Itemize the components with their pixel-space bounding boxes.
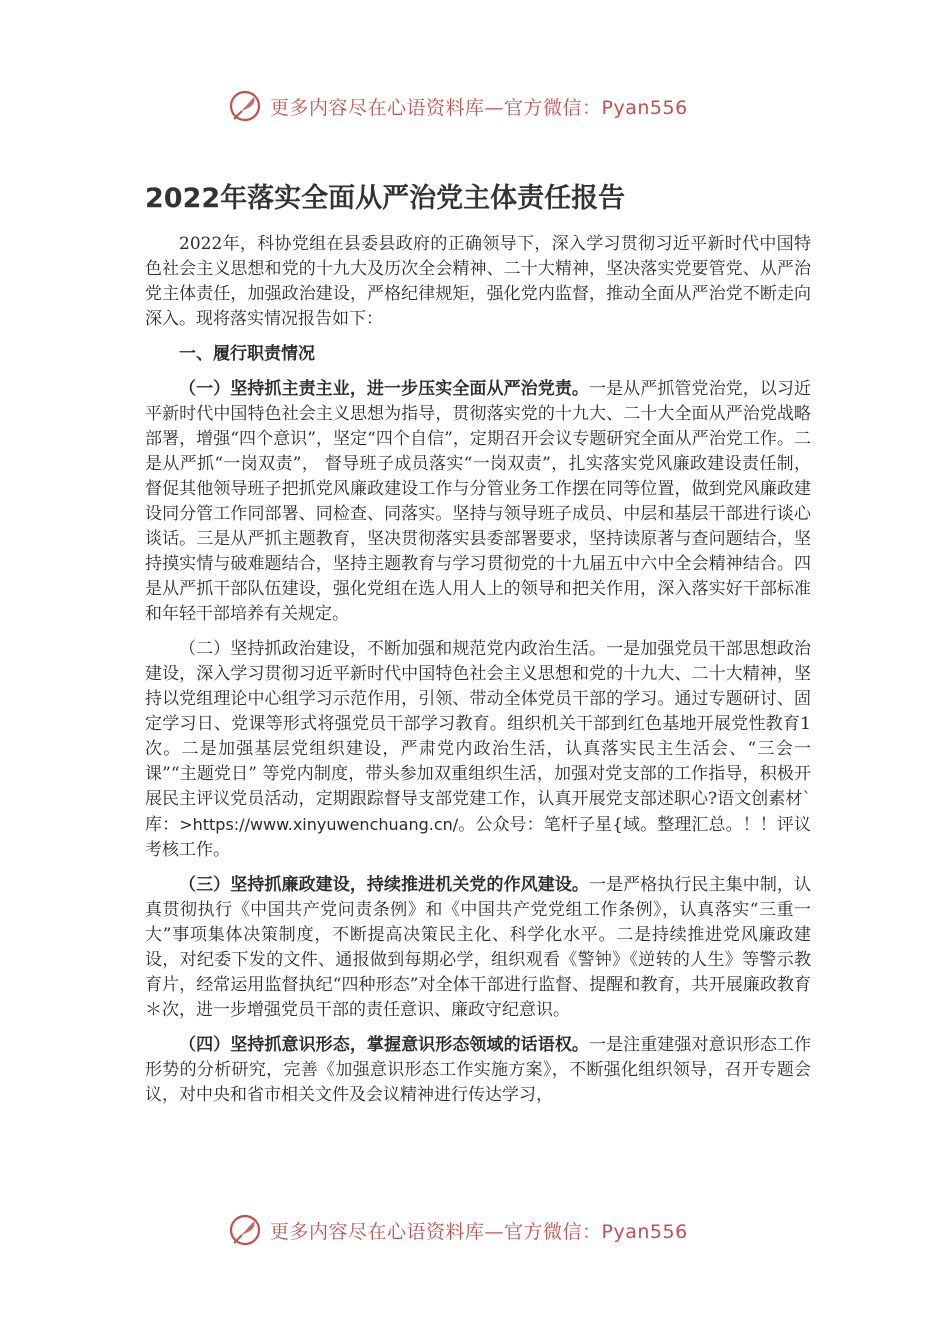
quill-logo-icon xyxy=(228,1213,262,1247)
banner-text: 更多内容尽在心语资料库—官方微信：Pyan556 xyxy=(270,1220,688,1243)
banner-text: 更多内容尽在心语资料库—官方微信：Pyan556 xyxy=(270,96,688,119)
banner-wechat-id: Pyan556 xyxy=(601,1220,688,1243)
banner-wechat-id: Pyan556 xyxy=(601,96,688,119)
paragraph-3-lead: （三）坚持抓廉政建设，持续推进机关党的作风建设。 xyxy=(179,875,589,895)
quill-logo-icon xyxy=(228,89,262,123)
paragraph-2 xyxy=(145,637,811,863)
header-watermark-banner xyxy=(228,86,688,126)
section-heading: 一、履行职责情况 xyxy=(179,344,315,364)
paragraph-4-body: 一是注重建强对意识形态工作形势的分析研究，完善《加强意识形态工作实施方案》，不断强化组织领导，召开专题会议，对中央和省市相关文件及会议精神进行传达学习， xyxy=(145,1035,811,1105)
document-title: 2022年落实全面从严治党主体责任报告 xyxy=(145,183,626,214)
paragraph-4 xyxy=(145,1033,811,1108)
paragraph-4-lead: （四）坚持抓意识形态，掌握意识形态领域的话语权。 xyxy=(179,1035,589,1055)
paragraph-1-lead: （一）坚持抓主责主业，进一步压实全面从严治党责。 xyxy=(179,379,589,399)
intro-paragraph: 2022年，科协党组在县委县政府的正确领导下，深入学习贯彻习近平新时代中国特色社会主义思想和党的十九大及历次全会精神、二十大精神，坚决落实党要管党、从严治党主体责任，加强政治建设，严格纪律规矩，强化党内监督，推动全面从严治党不断走向深入。现将落实情况报告如下： xyxy=(145,234,811,329)
footer-watermark-banner xyxy=(228,1210,688,1250)
paragraph-1-body: 一是从严抓管党治党，以习近平新时代中国特色社会主义思想为指导，贯彻落实党的十九大、二十大全面从严治党战略部署，增强“四个意识”，坚定“四个自信”，定期召开会议专题研究全面从严治党工作。二是从严抓“一岗双责”， 督导班子成员落实“一岗双责”，扎实落实党风廉政建设责任制，督促其他领导班子把抓党风廉政建设工作与分管业务工作摆在同等位置，做到党风廉政建设同分管工作同部署、同检查、同落实。坚持与领导班子成员、中层和基层干部进行谈心谈话。三是从严抓主题教育，坚决贯彻落实县委部署要求，坚持读原著与查问题结合，坚持摸实情与破难题结合，坚持主题教育与学习贯彻党的十九届五中六中全会精神结合。四是从严抓干部队伍建设，强化党组在选人用人上的领导和把关作用，深入落实好干部标准和年轻干部培养有关规定。 xyxy=(145,379,811,624)
paragraph-2-link[interactable]: >https://www.xinyuwenchuang.cn/ xyxy=(179,815,459,834)
paragraph-2-part1: （二）坚持抓政治建设，不断加强和规范党内政治生活。一是加强党员干部思想政治建设，深入学习贯彻习近平新时代中国特色社会主义思想和党的十九大、二十大精神，坚持以党组理论中心组学习示范作用，引领、带动全体党员干部的学习。通过专题研讨、固定学习日、党课等形式将强党员干部学习教育。组织机关干部到红色基地开展党性教育1次。二是加强基层党组织建设，严肃党内政治生活，认真落实民主生活会、“三会一课”“主题党日” 等党内制度，带头参加双重组织生活，加强对党支部的工作指导，积极开展民主评议党员活动，定期跟踪督导支部党建工作，认真开展党支部述职心?语文创素材`库： xyxy=(145,639,811,835)
paragraph-2-part2: 。公众号：笔杆子星{域。整理汇总。！！评议考核工作。 xyxy=(145,815,811,860)
paragraph-3-body: 一是严格执行民主集中制，认真贯彻执行《中国共产党问责条例》和《中国共产党党组工作条例》，认真落实“三重一大”事项集体决策制度，不断提高决策民主化、科学化水平。二是持续推进党风廉政建设，对纪委下发的文件、通报做到每期必学，组织观看《警钟》《逆转的人生》等警示教育片，经常运用监督执纪“四种形态”对全体干部进行监督、提醒和教育，共开展廉政教育＊次，进一步增强党员干部的责任意识、廉政守纪意识。 xyxy=(145,875,811,1020)
paragraph-3 xyxy=(145,873,811,1023)
document-body xyxy=(145,232,811,1118)
paragraph-1 xyxy=(145,377,811,627)
